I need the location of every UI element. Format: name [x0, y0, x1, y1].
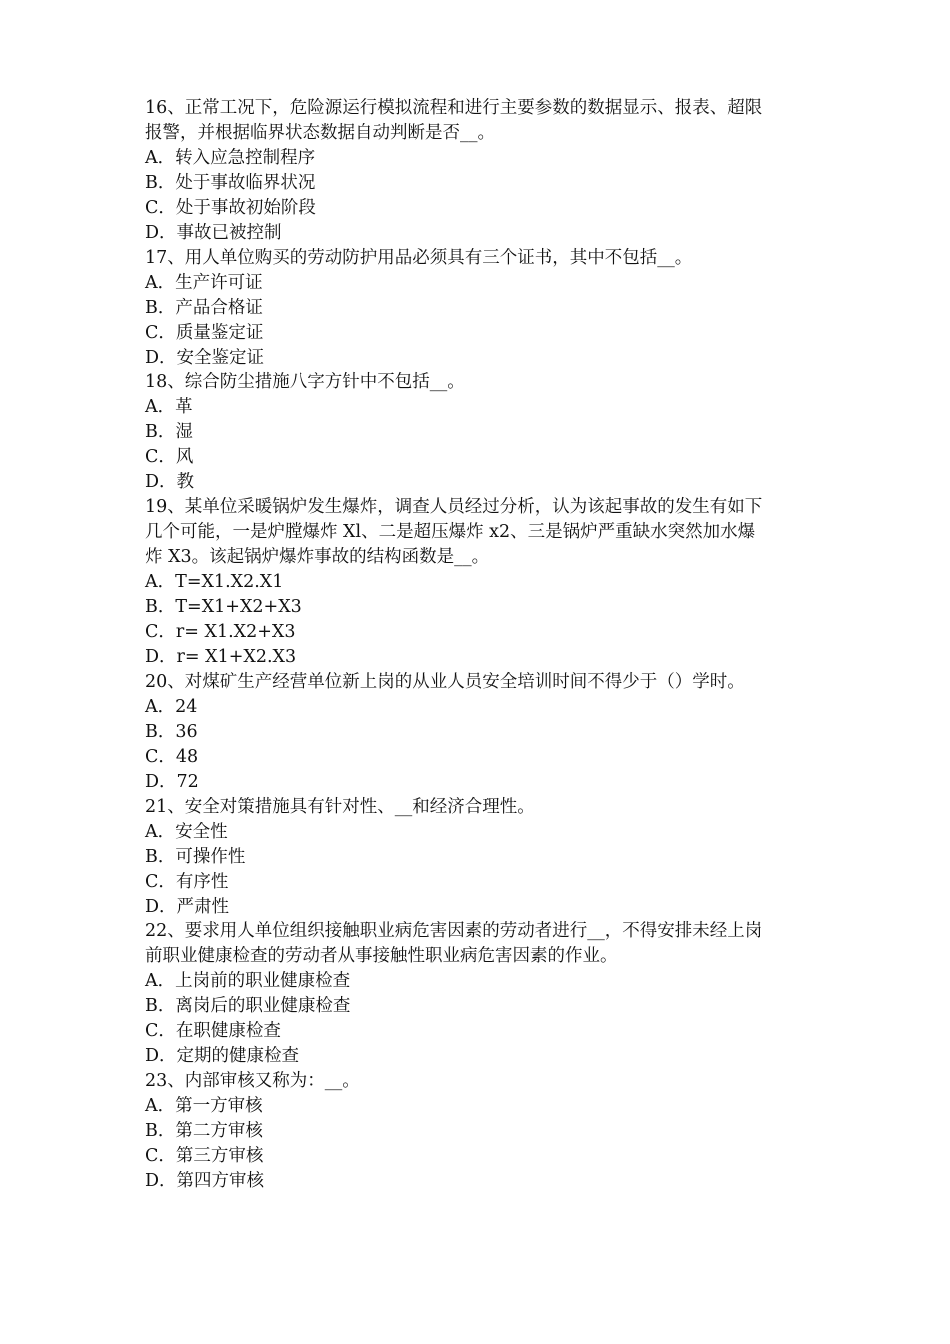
option-text: 安全鉴定证	[176, 347, 265, 368]
option-letter: B．	[145, 721, 176, 742]
answer-option	[145, 395, 825, 420]
option-text: 可操作性	[175, 846, 246, 867]
question-item	[145, 96, 825, 246]
question-item	[145, 1069, 825, 1194]
question-stem-line: 20、对煤矿生产经营单位新上岗的从业人员安全培训时间不得少于（）学时。	[145, 671, 745, 692]
answer-option	[145, 994, 825, 1019]
option-text: 事故已被控制	[176, 222, 282, 243]
option-text: 第二方审核	[175, 1121, 263, 1142]
option-text: r= X1.X2+X3	[175, 622, 296, 643]
option-letter: D．	[145, 347, 177, 368]
option-letter: A．	[145, 397, 176, 418]
option-letter: A．	[145, 971, 176, 992]
question-stem-line: 16、正常工况下，危险源运行模拟流程和进行主要参数的数据显示、报表、超限	[145, 98, 763, 118]
option-letter: D．	[145, 646, 177, 667]
option-letter: C．	[145, 322, 176, 343]
option-text: 风	[175, 447, 194, 468]
option-text: 36	[175, 721, 198, 742]
option-text: 定期的健康检查	[176, 1046, 300, 1067]
option-letter: C．	[145, 746, 176, 767]
question-item	[145, 246, 825, 371]
option-letter: B．	[145, 1121, 176, 1142]
answer-option	[145, 720, 825, 745]
option-letter: B．	[145, 597, 176, 618]
option-text: 24	[175, 696, 198, 717]
question-item	[145, 795, 825, 920]
answer-option	[145, 1094, 825, 1119]
answer-option	[145, 1044, 825, 1069]
answer-option	[145, 870, 825, 895]
option-text: 生产许可证	[175, 272, 263, 293]
option-text: 48	[175, 746, 199, 767]
answer-option	[145, 171, 825, 196]
option-text: 在职健康检查	[175, 1021, 281, 1042]
question-list	[145, 96, 825, 1194]
answer-option	[145, 445, 825, 470]
option-text: 严肃性	[176, 896, 230, 917]
answer-option	[145, 570, 825, 595]
option-letter: B．	[145, 172, 176, 193]
answer-option	[145, 745, 825, 770]
answer-option	[145, 620, 825, 645]
answer-option	[145, 146, 825, 171]
answer-option	[145, 770, 825, 795]
answer-option	[145, 1144, 825, 1169]
option-text: 处于事故初始阶段	[175, 197, 316, 218]
option-letter: C．	[145, 871, 176, 892]
option-letter: B．	[145, 996, 176, 1017]
answer-option	[145, 895, 825, 920]
option-text: 安全性	[175, 821, 228, 842]
option-letter: A．	[145, 821, 176, 842]
option-letter: C．	[145, 622, 176, 643]
answer-option	[145, 296, 825, 321]
option-text: 上岗前的职业健康检查	[175, 971, 351, 992]
option-letter: B．	[145, 846, 176, 867]
answer-option	[145, 420, 825, 445]
question-item	[145, 670, 825, 795]
question-item	[145, 919, 825, 1069]
question-stem-line: 几个可能，一是炉膛爆炸 Xl、二是超压爆炸 x2、三是锅炉严重缺水突然加水爆	[145, 522, 756, 543]
option-letter: D．	[145, 472, 177, 493]
option-text: 第四方审核	[176, 1170, 265, 1191]
option-letter: A．	[145, 272, 176, 293]
answer-option	[145, 221, 825, 246]
question-stem-line: 17、用人单位购买的劳动防护用品必须具有三个证书，其中不包括__。	[145, 247, 693, 268]
option-text: r= X1+X2.X3	[176, 646, 297, 667]
answer-option	[145, 321, 825, 346]
option-text: 湿	[175, 422, 193, 443]
question-item	[145, 495, 825, 670]
answer-option	[145, 845, 825, 870]
option-text: 教	[176, 472, 195, 493]
question-stem-line: 21、安全对策措施具有针对性、__和经济合理性。	[145, 796, 535, 817]
answer-option	[145, 695, 825, 720]
answer-option	[145, 196, 825, 221]
option-letter: D．	[145, 222, 177, 243]
option-letter: C．	[145, 447, 176, 468]
question-stem-line: 前职业健康检查的劳动者从事接触性职业病危害因素的作业。	[145, 946, 618, 967]
option-letter: D．	[145, 771, 177, 792]
option-letter: D．	[145, 1046, 177, 1067]
option-letter: C．	[145, 197, 176, 218]
answer-option	[145, 1169, 825, 1194]
option-text: T=X1.X2.X1	[175, 572, 284, 593]
answer-option	[145, 1019, 825, 1044]
question-stem-line: 18、综合防尘措施八字方针中不包括__。	[145, 372, 465, 393]
option-text: 第三方审核	[175, 1146, 264, 1167]
question-stem-line: 23、内部审核又称为：__。	[145, 1071, 360, 1092]
answer-option	[145, 346, 825, 371]
answer-option	[145, 470, 825, 495]
answer-option	[145, 645, 825, 670]
answer-option	[145, 595, 825, 620]
answer-option	[145, 820, 825, 845]
answer-option	[145, 1119, 825, 1144]
option-letter: C．	[145, 1146, 176, 1167]
answer-option	[145, 969, 825, 994]
option-text: 第一方审核	[175, 1096, 263, 1117]
option-letter: A．	[145, 572, 176, 593]
option-letter: A．	[145, 696, 176, 717]
option-text: 72	[176, 771, 199, 792]
question-item	[145, 370, 825, 495]
option-text: 有序性	[175, 871, 229, 892]
option-text: T=X1+X2+X3	[175, 597, 302, 618]
question-stem-line: 22、要求用人单位组织接触职业病危害因素的劳动者进行__，不得安排未经上岗	[145, 921, 763, 942]
option-letter: C．	[145, 1021, 176, 1042]
answer-option	[145, 271, 825, 296]
option-letter: D．	[145, 1170, 177, 1191]
option-letter: A．	[145, 147, 176, 168]
option-text: 离岗后的职业健康检查	[175, 996, 351, 1017]
question-stem-line: 报警，并根据临界状态数据自动判断是否__。	[145, 122, 495, 143]
option-text: 产品合格证	[175, 297, 263, 318]
option-text: 处于事故临界状况	[175, 172, 316, 193]
option-text: 转入应急控制程序	[175, 147, 316, 168]
option-letter: B．	[145, 297, 176, 318]
option-text: 质量鉴定证	[175, 322, 264, 343]
option-letter: B．	[145, 422, 176, 443]
option-text: 革	[175, 397, 193, 418]
option-letter: A．	[145, 1096, 176, 1117]
option-letter: D．	[145, 896, 177, 917]
question-stem-line: 炸 X3。该起锅炉爆炸事故的结构函数是__。	[145, 547, 490, 568]
question-stem-line: 19、某单位采暖锅炉发生爆炸，调查人员经过分析，认为该起事故的发生有如下	[145, 497, 763, 518]
